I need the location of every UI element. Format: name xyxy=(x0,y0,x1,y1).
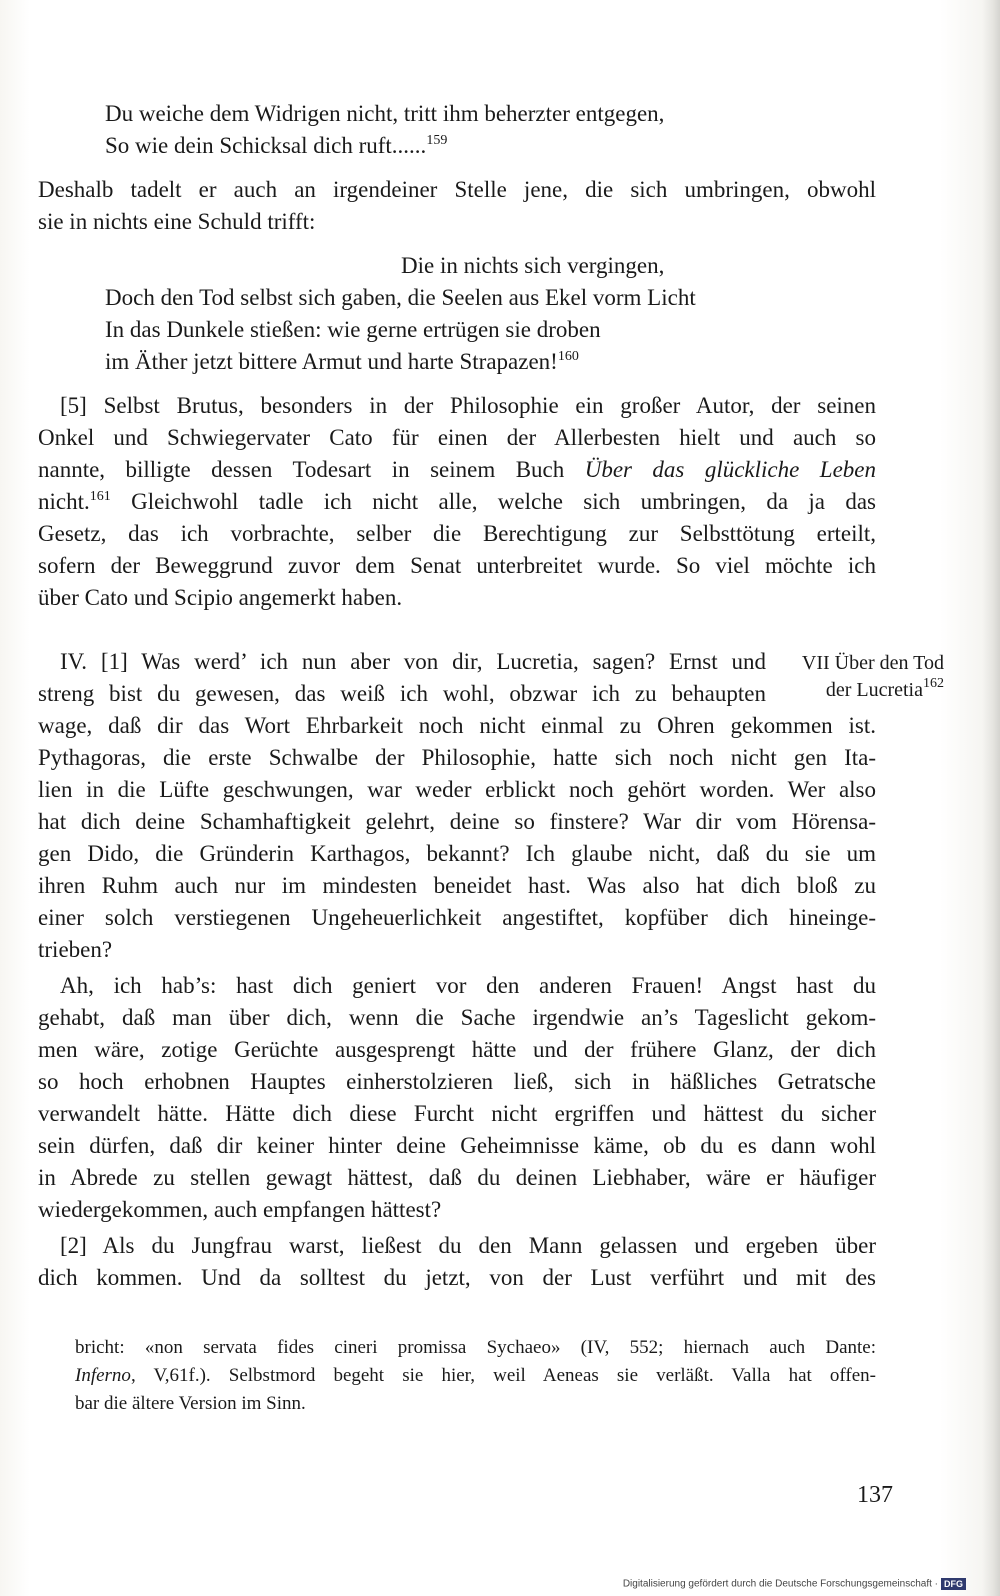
text-line: über Cato und Scipio angemerkt haben. xyxy=(38,585,403,610)
text-line: Onkel und Schwiegervater Cato für einen der Allerbesten hielt und auch so xyxy=(38,425,876,450)
dfg-logo-icon: DFG xyxy=(941,1578,966,1590)
text-line: trieben? xyxy=(38,937,113,962)
verse-line: im Äther jetzt bittere Armut und harte Strapazen!$^{160}$ xyxy=(105,349,579,374)
page-edge-shadow xyxy=(982,0,1000,1596)
page-number: 137 xyxy=(857,1482,893,1508)
text-line: einer solch verstiegenen Ungeheuerlichkeit angestiftet, kopfüber dich hineinge- xyxy=(38,905,876,930)
text-line: IV. [1] Was werd’ ich nun aber von dir, Lucretia, sagen? Ernst und xyxy=(60,649,766,674)
text-line: [2] Als du Jungfrau warst, ließest du den Mann gelassen und ergeben über xyxy=(60,1233,876,1258)
text-line: Ah, ich hab’s: hast dich geniert vor den anderen Frauen! Angst hast du xyxy=(60,973,876,998)
margin-note: VII Über den Tod der Lucretia$^{162}$ xyxy=(801,652,944,701)
verse-line: In das Dunkele stießen: wie gerne ertrügen sie droben xyxy=(105,317,601,342)
text-line: gen Dido, die Gründerin Karthagos, bekannt? Ich glaube nicht, daß du sie um xyxy=(38,841,876,866)
text-line: nannte, billigte dessen Todesart in seinem Buch Über das glückliche Leben xyxy=(38,457,876,482)
text-line: dich kommen. Und da solltest du jetzt, von der Lust verführt und mit des xyxy=(38,1265,876,1290)
text-line: streng bist du gewesen, das weiß ich wohl, obzwar ich zu behaupten xyxy=(38,681,766,706)
footnote-line: Inferno, V,61f.). Selbstmord begeht sie hier, weil Aeneas sie verläßt. Valla hat offen- xyxy=(75,1365,876,1386)
text-line: verwandelt hätte. Hätte dich diese Furcht nicht ergriffen und hättest du sicher xyxy=(38,1101,876,1126)
digitization-credit: Digitalisierung gefördert durch die Deutsche Forschungsgemeinschaft · DFG xyxy=(623,1578,966,1590)
text-line: sofern der Beweggrund zuvor dem Senat unterbreitet wurde. So viel möchte ich xyxy=(38,553,876,578)
text-line: sie in nichts eine Schuld trifft: xyxy=(38,209,316,234)
text-line: in Abrede zu stellen gewagt hättest, daß du deinen Liebhaber, wäre er häufiger xyxy=(38,1165,876,1190)
footnote-line: bricht: «non servata fides cineri promissa Sychaeo» (IV, 552; hiernach auch Dante: xyxy=(75,1337,876,1358)
footnote-ref[interactable]: 161 xyxy=(89,489,111,504)
text-line: sein dürfen, daß dir keiner hinter deine Geheimnisse käme, ob du es dann wohl xyxy=(38,1133,876,1158)
footnote-ref[interactable]: 160 xyxy=(557,349,579,364)
footnote-ref[interactable]: 162 xyxy=(923,676,944,691)
text-line: gehabt, daß man über dich, wenn die Sache irgendwie an’s Tageslicht gekom- xyxy=(38,1005,876,1030)
text-line: so hoch erhobnen Hauptes einherstolzieren ließ, sich in häßliches Getratsche xyxy=(38,1069,876,1094)
text-line: wage, daß dir das Wort Ehrbarkeit noch nicht einmal zu Ohren gekommen ist. xyxy=(38,713,876,738)
text-line: lien in die Lüfte geschwungen, war weder erblickt noch gehört worden. Wer also xyxy=(38,777,876,802)
text-line: [5] Selbst Brutus, besonders in der Philosophie ein großer Autor, der seinen xyxy=(60,393,876,418)
text-line: Deshalb tadelt er auch an irgendeiner Stelle jene, die sich umbringen, obwohl xyxy=(38,177,876,202)
footnote-ref[interactable]: 159 xyxy=(426,133,448,148)
text-line: Pythagoras, die erste Schwalbe der Philosophie, hatte sich noch nicht gen Ita- xyxy=(38,745,876,770)
text-line: wiedergekommen, auch empfangen hättest? xyxy=(38,1197,442,1222)
text-line: ihren Ruhm auch nur im mindesten beneidet hast. Was also hat dich bloß zu xyxy=(38,873,876,898)
text-line: men wäre, zotige Gerüchte ausgesprengt hätte und der frühere Glanz, der dich xyxy=(38,1037,876,1062)
verse-line: Doch den Tod selbst sich gaben, die Seelen aus Ekel vorm Licht xyxy=(105,285,696,310)
text-line: Gesetz, das ich vorbrachte, selber die Berechtigung zur Selbsttötung erteilt, xyxy=(38,521,876,546)
verse-line: Die in nichts sich vergingen, xyxy=(401,253,665,278)
verse-line: Du weiche dem Widrigen nicht, tritt ihm beherzter entgegen, xyxy=(105,101,665,126)
text-line: hat dich deine Schamhaftigkeit gelehrt, deine so finstere? War dir vom Hörensa- xyxy=(38,809,876,834)
text-line: nicht.$^{161}$ Gleichwohl tadle ich nicht alle, welche sich umbringen, da ja das xyxy=(38,489,876,514)
footnote-line: bar die ältere Version im Sinn. xyxy=(75,1393,306,1414)
verse-line: So wie dein Schicksal dich ruft......$^{159}$ xyxy=(105,133,448,158)
